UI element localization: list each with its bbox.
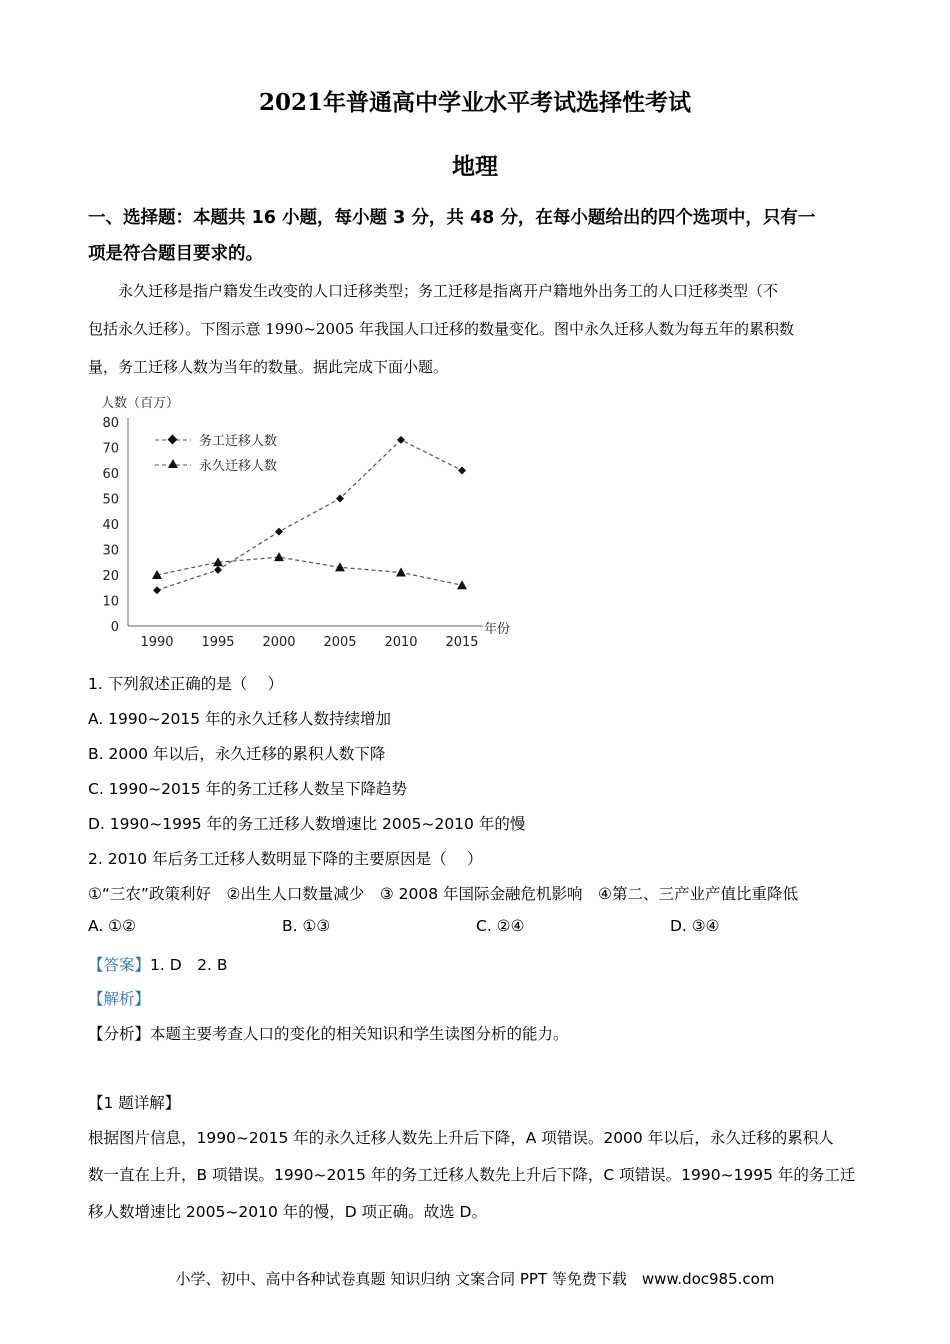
legend-label-permanent: 永久迁移人数 — [199, 459, 278, 474]
section-heading-line2: 项是符合题目要求的。 — [88, 244, 263, 264]
y-tick-label: 50 — [102, 492, 119, 508]
worker-point — [275, 528, 283, 536]
answer-line — [88, 953, 228, 975]
x-tick-label: 1990 — [140, 635, 174, 650]
legend-label-worker: 务工迁移人数 — [199, 434, 278, 449]
permanent-point — [457, 580, 467, 589]
y-tick-label: 80 — [102, 416, 119, 431]
q2-statements: ①“三农”政策利好 ②出生人口数量减少 ③ 2008 年国际金融危机影响 ④第二、三产业产值比重降低 — [88, 885, 798, 903]
footer-text: 小学、初中、高中各种试卷真题 知识归纳 文案合同 PPT 等免费下载 www.doc985.com — [175, 1270, 775, 1288]
worker-point — [397, 436, 405, 444]
intro-line2: 包括永久迁移）。下图示意 1990~2005 年我国人口迁移的数量变化。图中永久迁移人数为每五年的累积数 — [88, 320, 794, 338]
worker-point — [336, 495, 344, 503]
x-axis-label: 年份 — [484, 622, 511, 637]
analysis-summary — [88, 1022, 569, 1044]
legend-diamond-marker — [168, 435, 178, 445]
section-heading-line1: 一、选择题：本题共 16 小题，每小题 3 分，共 48 分，在每小题给出的四个选项中，只有一 — [88, 208, 816, 228]
q2-stem: 2. 2010 年后务工迁移人数明显下降的主要原因是（ ） — [88, 850, 483, 868]
y-tick-label: 20 — [102, 569, 119, 584]
answer-tag: 【答案】 — [88, 956, 151, 974]
worker-point — [214, 566, 222, 574]
intro-line3: 量，务工迁移人数为当年的数量。据此完成下面小题。 — [88, 358, 449, 376]
x-tick-label: 1995 — [201, 635, 235, 650]
series-line-permanent — [157, 557, 462, 585]
q2-option-c: C. ②④ — [476, 917, 525, 935]
legend-triangle-marker — [168, 459, 178, 468]
q1-option-d: D. 1990~1995 年的务工迁移人数增速比 2005~2010 年的慢 — [88, 815, 526, 833]
y-tick-label: 70 — [102, 441, 119, 457]
permanent-point — [335, 562, 345, 571]
detail-line1: 根据图片信息，1990~2015 年的永久迁移人数先上升后下降，A 项错误。2000 年以后，永久迁移的累积人 — [88, 1129, 834, 1147]
q2-option-a: A. ①② — [88, 917, 136, 935]
analysis-summary-text: 本题主要考查人口的变化的相关知识和学生读图分析的能力。 — [150, 1025, 569, 1043]
analysis-summary-tag: 【分析】 — [88, 1025, 151, 1043]
detail-line2: 数一直在上升，B 项错误。1990~2015 年的务工迁移人数先上升后下降，C 项错误。1990~1995 年的务工迁 — [88, 1166, 856, 1184]
x-tick-label: 2015 — [445, 635, 479, 650]
y-tick-label: 30 — [102, 543, 119, 559]
worker-point — [153, 586, 161, 594]
subject-title: 地理 — [452, 153, 498, 180]
y-tick-label: 60 — [102, 467, 119, 482]
q1-stem: 1. 下列叙述正确的是（ ） — [88, 675, 284, 693]
y-axis-label: 人数（百万） — [101, 396, 180, 411]
exam-title: 2021年普通高中学业水平考试选择性考试 — [258, 89, 691, 116]
q1-option-b: B. 2000 年以后，永久迁移的累积人数下降 — [88, 745, 386, 763]
x-tick-label: 2005 — [323, 635, 357, 650]
y-tick-label: 40 — [102, 518, 119, 533]
q2-option-d: D. ③④ — [670, 917, 720, 935]
y-tick-label: 0 — [110, 620, 119, 635]
detail-line3: 移人数增速比 2005~2010 年的慢，D 项正确。故选 D。 — [88, 1203, 487, 1221]
x-tick-label: 2000 — [262, 635, 296, 650]
q1-option-c: C. 1990~2015 年的务工迁移人数呈下降趋势 — [88, 780, 407, 798]
legend — [155, 433, 277, 474]
q2-option-b: B. ①③ — [282, 917, 331, 935]
permanent-point — [396, 567, 406, 576]
intro-line1: 永久迁移是指户籍发生改变的人口迁移类型；务工迁移是指离开户籍地外出务工的人口迁移类型（不 — [88, 282, 779, 300]
y-tick-label: 10 — [102, 594, 119, 610]
q1-option-a: A. 1990~2015 年的永久迁移人数持续增加 — [88, 710, 391, 728]
permanent-point — [274, 552, 284, 561]
answer-text: 1. D 2. B — [150, 956, 228, 974]
detail-tag: 【1 题详解】 — [88, 1094, 181, 1112]
x-tick-label: 2010 — [384, 635, 418, 650]
analysis-tag: 【解析】 — [88, 990, 151, 1008]
migration-line-chart — [95, 390, 535, 660]
worker-point — [458, 466, 466, 474]
